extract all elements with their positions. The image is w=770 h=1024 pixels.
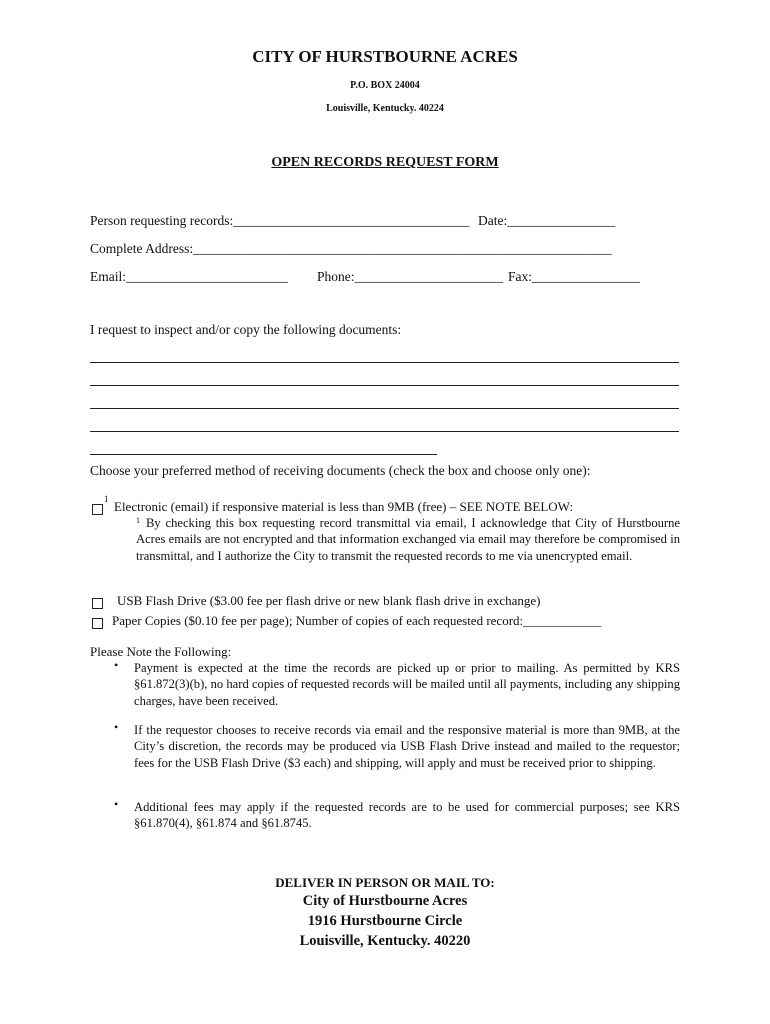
note-item-3: Additional fees may apply if the requested records are to be used for commercial purposes; see KRS §61.870(4), §61.874 and §61.8745. (134, 800, 680, 831)
email-field[interactable]: Email:________________________ (90, 269, 288, 284)
city-address: Louisville, Kentucky. 40224 (326, 103, 444, 114)
method-intro: Choose your preferred method of receiving documents (check the box and choose only one): (90, 463, 591, 478)
documents-line-1[interactable] (90, 362, 679, 363)
note-item-2: If the requestor chooses to receive records via email and the responsive material is more than 9MB, at the City’s discretion, the records may be produced via USB Flash Drive instead and mailed to the requestor; fees for the USB Flash Drive ($3 each) and shipping, will apply and must be received prior to shipping. (134, 723, 680, 770)
person-requesting-field[interactable]: Person requesting records:___________________________________ (90, 213, 470, 228)
page-title: CITY OF HURSTBOURNE ACRES (252, 47, 518, 66)
bullet-icon: • (114, 658, 119, 672)
notes-heading: Please Note the Following: (90, 644, 232, 659)
address-field[interactable]: Complete Address:______________________________________________________________ (90, 241, 612, 256)
documents-line-4[interactable] (90, 431, 679, 432)
usb-option-label: USB Flash Drive ($3.00 fee per flash drive or new blank flash drive in exchange) (117, 593, 541, 608)
footnote-text: By checking this box requesting record transmittal via email, I acknowledge that City of Hurstbourne Acres emails are not encrypted and that information exchanged via email may therefore be compromised in transmittal, and I authorize the City to transmit the requested records to me via unencrypted email. (136, 516, 680, 563)
fax-field[interactable]: Fax:________________ (508, 269, 641, 284)
deliver-street: 1916 Hurstbourne Circle (307, 913, 463, 929)
bullet-icon: • (114, 797, 119, 811)
electronic-checkbox[interactable] (92, 501, 103, 519)
date-field[interactable]: Date:________________ (478, 213, 616, 228)
documents-line-2[interactable] (90, 385, 679, 386)
deliver-name: City of Hurstbourne Acres (302, 893, 468, 909)
po-box: P.O. BOX 24004 (350, 80, 420, 91)
phone-field[interactable]: Phone:______________________ (317, 269, 504, 284)
footnote-marker: 1 (136, 516, 140, 525)
deliver-city: Louisville, Kentucky. 40220 (299, 933, 471, 949)
paper-option-label: Paper Copies ($0.10 fee per page); Number of copies of each requested record:____________ (112, 613, 602, 628)
documents-line-3[interactable] (90, 408, 679, 409)
documents-line-5[interactable] (90, 454, 437, 455)
deliver-heading: DELIVER IN PERSON OR MAIL TO: (275, 875, 495, 890)
bullet-icon: • (114, 720, 119, 734)
electronic-option-label: Electronic (email) if responsive material is less than 9MB (free) – SEE NOTE BELOW: (114, 499, 574, 514)
note-item-1: Payment is expected at the time the records are picked up or prior to mailing. As permitted by KRS §61.872(3)(b), no hard copies of requested records will be mailed until all payments, including any shipping charges, have been received. (134, 661, 680, 708)
form-title: OPEN RECORDS REQUEST FORM (271, 155, 499, 170)
paper-checkbox[interactable] (92, 615, 103, 633)
usb-checkbox[interactable] (92, 595, 103, 613)
electronic-footnote-marker: 1 (104, 494, 109, 504)
request-intro: I request to inspect and/or copy the following documents: (90, 322, 402, 337)
